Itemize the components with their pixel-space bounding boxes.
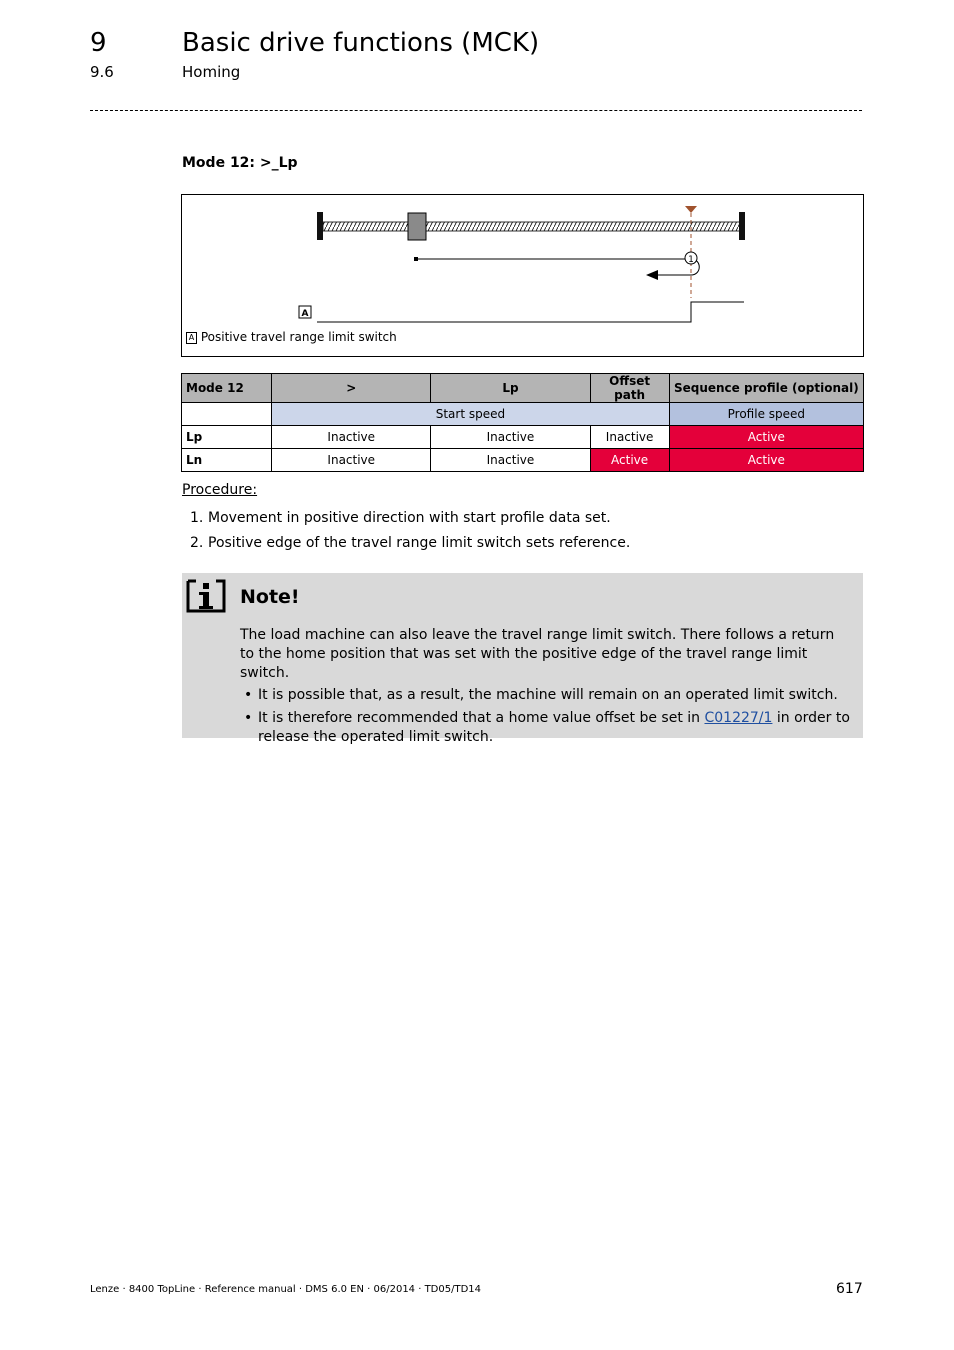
parameter-link[interactable]: C01227/1: [704, 710, 773, 726]
step-number: 2.: [190, 535, 204, 551]
list-item: [190, 535, 630, 551]
left-end-stop: [317, 212, 323, 240]
list-item: • It is possible that, as a result, the machine will remain on an operated limit switch.: [244, 687, 838, 703]
footer-text: Lenze · 8400 TopLine · Reference manual · DMS 6.0 EN · 06/2014 · TD05/TD14: [90, 1284, 482, 1295]
note-box: [182, 573, 863, 745]
note-bullet-text: It is therefore recommended that a home value offset be set in: [258, 710, 701, 726]
figure-caption: [186, 330, 397, 344]
carriage: [408, 213, 426, 240]
reference-marker: [685, 206, 697, 213]
section-title: Homing: [182, 63, 241, 81]
table-cell-active: Active: [669, 449, 863, 472]
table-cell-active: Active: [669, 426, 863, 449]
chapter-title: Basic drive functions (MCK): [182, 28, 540, 58]
info-icon: [186, 577, 226, 615]
table-header-row: [182, 374, 864, 403]
page-number: 617: [836, 1281, 863, 1297]
mode-12-table: [181, 373, 864, 472]
header-divider: [90, 110, 862, 111]
note-bullet-text: It is possible that, as a result, the machine will remain on an operated limit switch.: [258, 687, 838, 703]
table-cell: Inactive: [431, 449, 590, 472]
note-title: Note!: [240, 586, 300, 608]
table-cell: Inactive: [272, 449, 431, 472]
list-item: [190, 510, 630, 526]
procedure-label: Procedure:: [182, 482, 258, 498]
section-number: 9.6: [90, 63, 114, 81]
step-text: Movement in positive direction with start profile data set.: [208, 510, 611, 526]
chapter-number: 9: [90, 28, 107, 58]
profile-speed-cell: Profile speed: [669, 403, 863, 426]
table-cell: Inactive: [431, 426, 590, 449]
limit-switch-signal: [317, 302, 744, 322]
note-paragraph: The load machine can also leave the travel range limit switch. There follows a return to the home position that was set with the positive edge of the travel range limit switch.: [240, 627, 835, 681]
table-cell: Inactive: [272, 426, 431, 449]
row-label: Lp: [182, 426, 272, 449]
table-header: Mode 12: [182, 374, 272, 403]
travel-rail: [323, 222, 741, 231]
marker-1-label: 1: [688, 255, 694, 265]
path-start-dot: [414, 257, 418, 261]
table-header: Lp: [431, 374, 590, 403]
step-number: 1.: [190, 510, 204, 526]
table-header: Offset path: [590, 374, 669, 403]
table-row: [182, 449, 864, 472]
procedure-steps: [190, 510, 630, 560]
note-body: [240, 626, 850, 751]
table-cell: Inactive: [590, 426, 669, 449]
step-text: Positive edge of the travel range limit switch sets reference.: [208, 535, 631, 551]
note-bullet-text: in order to release the operated limit switch.: [258, 710, 850, 745]
caption-marker-a: A: [186, 332, 197, 344]
mode-heading: Mode 12: >_Lp: [182, 155, 298, 171]
table-header: Sequence profile (optional): [669, 374, 863, 403]
start-speed-cell: Start speed: [272, 403, 670, 426]
table-header: >: [272, 374, 431, 403]
marker-a-label: A: [301, 309, 309, 319]
speed-row: [182, 403, 864, 426]
table-row: [182, 426, 864, 449]
table-cell-active: Active: [590, 449, 669, 472]
return-arrow-head: [646, 270, 658, 280]
list-item: • It is therefore recommended that a home value offset be set in C01227/1 in order to release the operated limit switch.: [244, 710, 850, 745]
note-bullets: [240, 686, 850, 747]
homing-diagram: [181, 194, 864, 357]
figure-caption-text: Positive travel range limit switch: [200, 330, 397, 344]
row-label: Ln: [182, 449, 272, 472]
right-end-stop: [739, 212, 745, 240]
table-cell-empty: [182, 403, 272, 426]
